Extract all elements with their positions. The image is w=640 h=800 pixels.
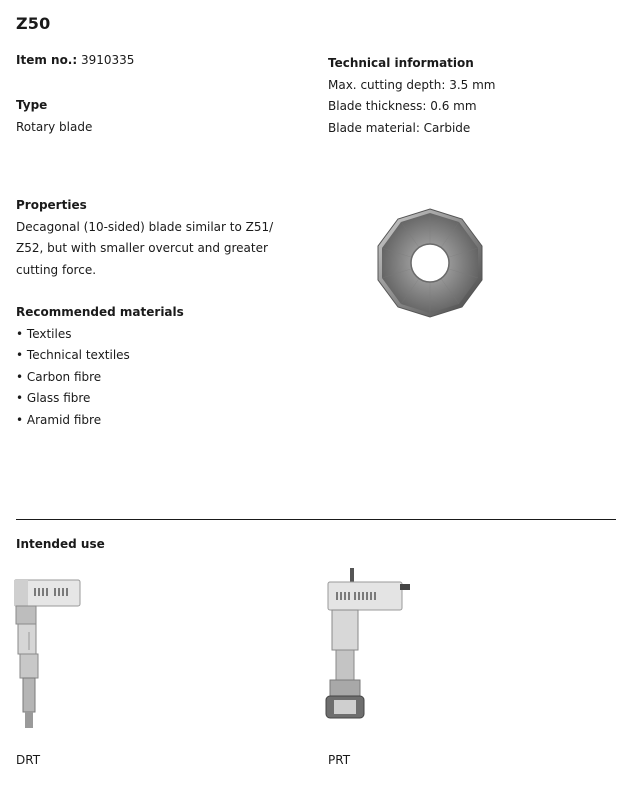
properties-heading: Properties — [16, 198, 87, 212]
item-number-label: Item no.: — [16, 53, 78, 67]
type-section — [16, 95, 92, 138]
drt-tool-image[interactable] — [14, 572, 84, 732]
materials-list — [16, 324, 184, 432]
tech-line-blade-thickness: Blade thickness: 0.6 mm — [328, 99, 477, 113]
tech-line-cutting-depth: Max. cutting depth: 3.5 mm — [328, 77, 496, 92]
properties-line: Z52, but with smaller overcut and greater — [16, 241, 268, 255]
tech-line-blade-material: Blade material: Carbide — [328, 120, 471, 135]
list-item: • Carbon fibre — [16, 367, 184, 389]
list-item: • Glass fibre — [16, 388, 184, 410]
technical-info-section — [328, 53, 495, 139]
prt-tool-image[interactable] — [322, 568, 412, 728]
tool-caption-prt: PRT — [328, 753, 351, 767]
properties-section — [16, 195, 306, 281]
list-item: • Textiles — [16, 324, 184, 346]
properties-line: Decagonal (10-sided) blade similar to Z51/ — [16, 219, 274, 234]
decagonal-blade-image — [370, 207, 490, 323]
materials-heading: Recommended materials — [16, 305, 184, 319]
tool-caption-drt: DRT — [16, 753, 41, 767]
section-divider — [16, 519, 616, 520]
type-value: Rotary blade — [16, 119, 93, 134]
properties-line: cutting force. — [16, 262, 97, 277]
page-title: Z50 — [16, 14, 51, 33]
technical-info-heading: Technical information — [328, 56, 474, 70]
type-heading: Type — [16, 98, 48, 112]
list-item: • Aramid fibre — [16, 410, 184, 432]
list-item: • Technical textiles — [16, 345, 184, 367]
item-number-line — [16, 53, 134, 67]
item-number-value: 3910335 — [81, 53, 135, 67]
materials-section — [16, 302, 184, 431]
intended-use-heading: Intended use — [16, 537, 105, 551]
